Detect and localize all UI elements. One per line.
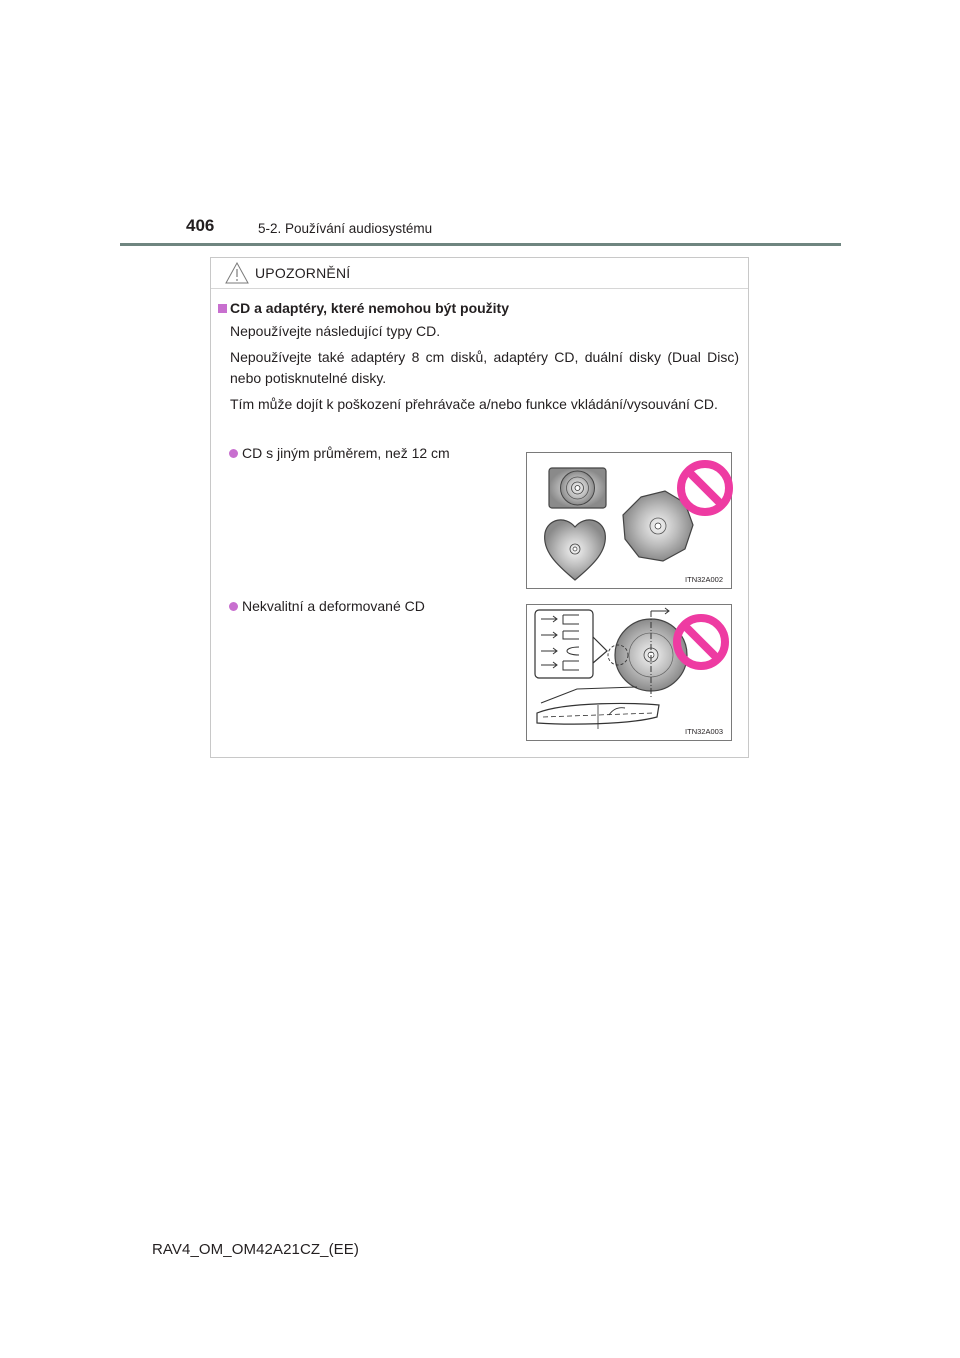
- square-bullet-icon: [218, 304, 227, 313]
- figure-code: ITN32A003: [685, 727, 723, 736]
- bullet-item-text: Nekvalitní a deformované CD: [242, 598, 425, 614]
- warped-cross-section-icon: [537, 687, 659, 729]
- figure-code: ITN32A002: [685, 575, 723, 584]
- warning-title: UPOZORNĚNÍ: [255, 265, 351, 281]
- page-number: 406: [186, 216, 215, 235]
- section-title: 5-2. Používání audiosystému: [258, 221, 433, 236]
- bullet-dot-icon: [229, 602, 238, 611]
- header-divider: [120, 243, 841, 246]
- square-cd-icon: [549, 468, 606, 508]
- warning-paragraph: Tím může dojít k poškození přehrávače a/nebo funkce vkládání/vysouvání CD.: [230, 396, 718, 412]
- warning-box: [210, 257, 749, 758]
- heart-cd-icon: [545, 520, 606, 580]
- bullet-dot-icon: [229, 449, 238, 458]
- figure-deformed-cd: [526, 604, 732, 741]
- figure-odd-shaped-cds: [526, 452, 732, 589]
- warning-subheading: CD a adaptéry, které nemohou být použity: [230, 300, 510, 316]
- bullet-item-text: CD s jiným průměrem, než 12 cm: [242, 445, 450, 461]
- warning-paragraph: Nepoužívejte také adaptéry 8 cm disků, adaptéry CD, duální disky (Dual Disc) nebo potisknutelné disky.: [230, 349, 739, 386]
- prohibition-icon: [681, 464, 729, 512]
- edge-defect-callout-icon: [535, 610, 607, 678]
- warning-header: [211, 258, 748, 289]
- warning-triangle-icon: [225, 262, 249, 284]
- warning-paragraph: Nepoužívejte následující typy CD.: [230, 323, 441, 339]
- document-code: RAV4_OM_OM42A21CZ_(EE): [152, 1241, 359, 1258]
